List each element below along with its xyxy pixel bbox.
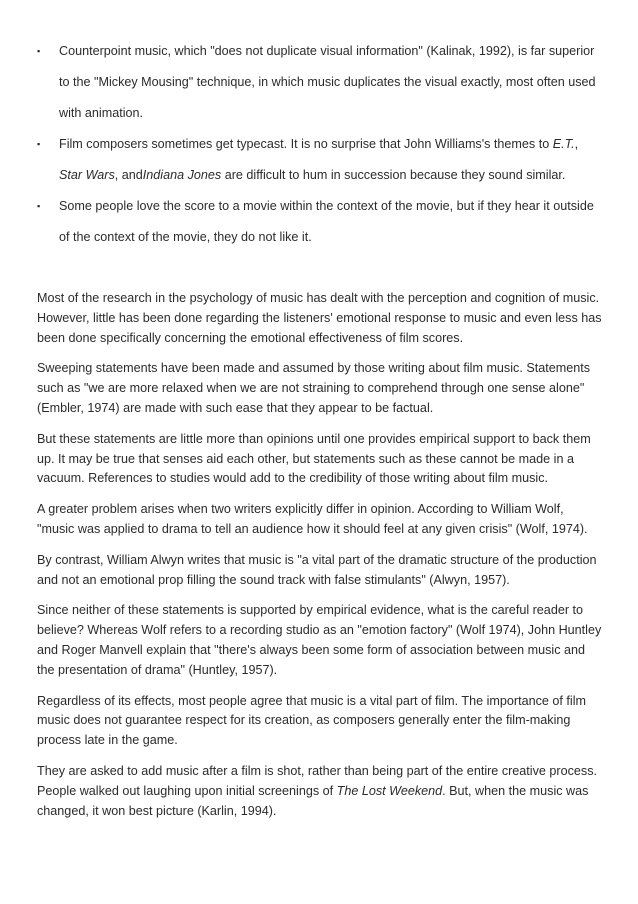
separator: , <box>574 137 579 151</box>
bullet-text <box>59 137 578 182</box>
separator: , and <box>114 168 143 182</box>
paragraph-lead: They are asked to add music after a film is shot, rather than being part of the entire creative process. People walked out laughing upon initial screenings of <box>37 763 598 798</box>
paragraph <box>37 762 603 821</box>
film-title-indiana-jones: Indiana Jones <box>142 168 222 182</box>
bullet-item <box>37 191 597 253</box>
bullet-item <box>37 36 597 129</box>
paragraph: Sweeping statements have been made and assumed by those writing about film music. Statements such as "we are more relaxed when we are not straining to comprehend through one sense alone" (Embler, 1974) are made with such ease that they appear to be factual. <box>37 361 591 415</box>
body-paragraphs <box>37 289 603 832</box>
bullet-text-lead: Film composers sometimes get typecast. It is no surprise that John Williams's themes to <box>59 137 553 151</box>
bullet-marker: ▪ <box>37 201 41 211</box>
paragraph: Regardless of its effects, most people agree that music is a vital part of film. The importance of film music does not guarantee respect for its creation, as composers generally enter the film-making process late in the game. <box>37 693 587 748</box>
paragraph: A greater problem arises when two writers explicitly differ in opinion. According to William Wolf, "music was applied to drama to tell an audience how it should feel at any given crisis" (Wolf, 1974). <box>37 502 588 536</box>
film-title-star-wars: Star Wars <box>59 168 115 182</box>
bullet-text: Some people love the score to a movie within the context of the movie, but if they hear it outside of the context of the movie, they do not like it. <box>59 199 594 244</box>
bullet-marker: ▪ <box>37 46 41 56</box>
paragraph: Since neither of these statements is supported by empirical evidence, what is the careful reader to believe? Whereas Wolf refers to a recording studio as an "emotion factory" (Wolf 1974), John Huntley and Roger Manvell explain that "there's always been some form of association between music and the presentation of drama" (Huntley, 1957). <box>37 603 602 677</box>
bullet-text: Counterpoint music, which "does not duplicate visual information" (Kalinak, 1992), is far superior to the "Mickey Mousing" technique, in which music duplicates the visual exactly, most often used with animation. <box>59 44 596 120</box>
paragraph: Most of the research in the psychology of music has dealt with the perception and cognition of music. However, little has been done regarding the listeners' emotional response to music and even less has been done specifically concerning the emotional effectiveness of film scores. <box>37 291 602 345</box>
bullet-marker: ▪ <box>37 139 41 149</box>
film-title-et: E.T. <box>552 137 575 151</box>
bullet-item <box>37 129 597 191</box>
paragraph: But these statements are little more than opinions until one provides empirical support to back them up. It may be true that senses aid each other, but statements such as these cannot be made in a vacuum. References to studies would add to the credibility of those writing about film music. <box>37 431 591 486</box>
paragraph-tail: . But, when the music was changed, it won best picture (Karlin, 1994). <box>37 783 589 818</box>
bullet-text-tail: are difficult to hum in succession because they sound similar. <box>221 168 566 182</box>
bullet-list <box>37 36 597 253</box>
paragraph: By contrast, William Alwyn writes that music is "a vital part of the dramatic structure of the production and not an emotional prop filling the sound track with false stimulants" (Alwyn, 1957). <box>37 552 597 587</box>
film-title-lost-weekend: The Lost Weekend <box>336 783 443 798</box>
